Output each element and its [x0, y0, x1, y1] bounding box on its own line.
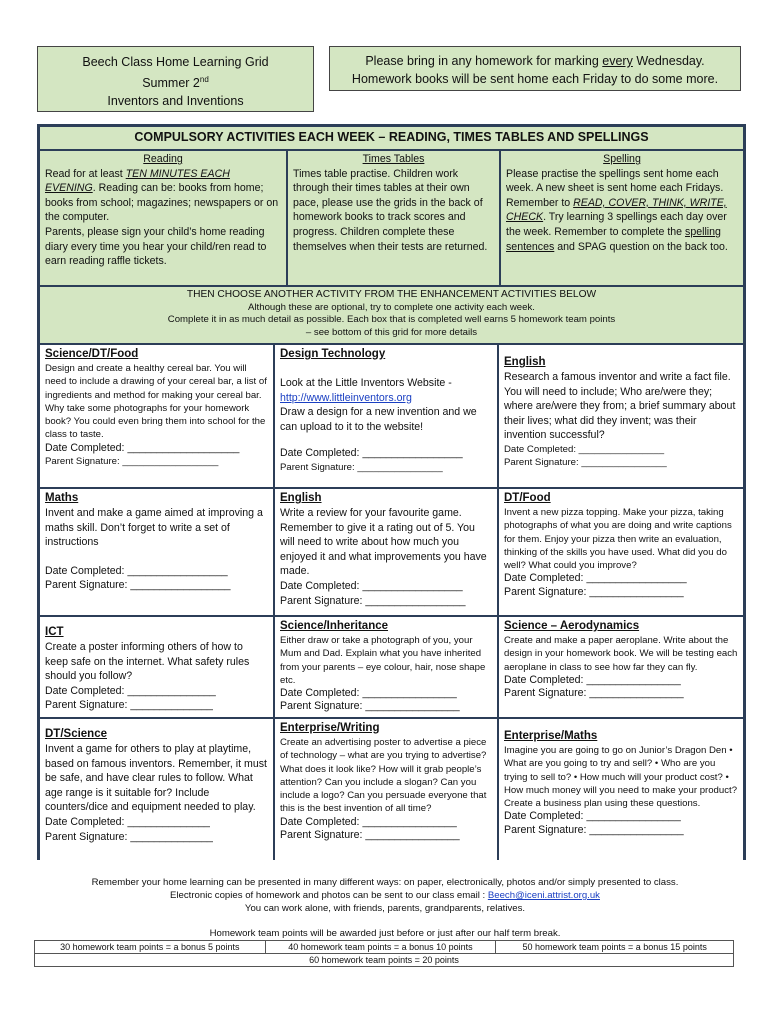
marking-notice: [330, 52, 740, 70]
activity-title: Design Technology: [280, 348, 386, 360]
activity-english-fact-file: [499, 345, 743, 487]
activity-text: Design and create a healthy cereal bar. You will need to include a drawing of your cereal bar, a list of ingredients and method for making your cereal bar. Why take some photographs for your homework book? You could even bring them into school for the class to taste.: [45, 363, 267, 441]
parent-signature: Parent Signature: ________________: [504, 585, 684, 598]
date-completed: Date Completed: ________________: [504, 810, 681, 823]
reading-cell: [40, 151, 286, 285]
work-alone-note: You can work alone, with friends, parents, grandparents, relatives.: [244, 903, 526, 914]
spelling-heading: Spelling: [603, 153, 641, 165]
parent-signature: Parent Signature: ______________: [45, 830, 213, 843]
table-row: [35, 941, 734, 954]
activity-english-review: [275, 489, 497, 615]
marking-notice-every: every: [602, 54, 633, 68]
activity-text: Imagine you are going to go on Junior’s Dragon Den • What are you going to try and sell? • Who are you trying to sell to? • How much will your product cost? • How much money will you need to make your product? Create a business plan using these questions.: [504, 745, 738, 810]
marking-notice-b: Wednesday.: [632, 54, 705, 68]
activity-text: Write a review for your favourite game. Remember to give it a rating out of 5. You will need to write about how much you enjoyed it and what improvements you have made.: [280, 507, 487, 578]
class-email-link[interactable]: Beech@iceni.attrist.org.uk: [487, 890, 600, 901]
date-completed: Date Completed: ______________: [45, 815, 210, 828]
term-text: Summer 2: [142, 76, 200, 91]
activity-title: Science – Aerodynamics: [504, 620, 640, 632]
date-completed: Date Completed: ________________: [504, 443, 665, 455]
spelling-sentences: spelling sentences: [506, 225, 721, 253]
date-completed: Date Completed: ________________: [504, 673, 681, 686]
reading-heading: Reading: [143, 153, 183, 165]
enhancement-intro: [40, 287, 743, 343]
enhancement-line3: Complete it in as much detail as possible. Each box that is completed well earns 5 homework team points: [167, 314, 616, 325]
activity-title: Science/DT/Food: [45, 348, 139, 360]
activity-text: Create a poster informing others of how to keep safe on the internet. What safety rules should you follow?: [45, 641, 250, 683]
points-table: [34, 940, 734, 967]
email-note: [0, 889, 770, 902]
activity-maths: [40, 489, 273, 615]
table-row: [35, 954, 734, 967]
parent-signature: Parent Signature: ________________: [504, 823, 684, 836]
homework-notice-box: [329, 46, 741, 91]
activity-text: Invent a new pizza topping. Make your pizza, taking photographs of what you are doing and write captions for them. Enjoy your pizza then write an evaluation, thinking of the skills you have used. What did you do well? What could you improve?: [504, 507, 732, 572]
parent-signature: Parent Signature: _________________: [280, 594, 466, 607]
date-completed: Date Completed: ________________: [280, 687, 457, 700]
grid-title-box: [37, 46, 314, 112]
activity-text: Invent a game for others to play at playtime, based on famous inventors. Remember, it must be safe, and have clear rules to follow. What age range is it suitable for? Include counters/dice and equipment needed to play.: [45, 743, 267, 814]
points-30: 30 homework team points = a bonus 5 points: [35, 941, 266, 954]
date-completed: Date Completed: ___________________: [45, 441, 240, 454]
presentation-note: Remember your home learning can be presented in many different ways: on paper, electronically, photos and/or simply presented to class.: [91, 877, 679, 888]
enhancement-line2: Although these are optional, try to complete one activity each week.: [248, 301, 535, 313]
date-completed: Date Completed: _________________: [280, 579, 463, 592]
activity-science-inheritance: [275, 617, 497, 717]
enhancement-line4: – see bottom of this grid for more details: [305, 326, 478, 338]
email-note-text: Electronic copies of homework and photos can be sent to our class email :: [170, 890, 486, 901]
points-60: 60 homework team points = 20 points: [35, 954, 734, 967]
spelling-text-a: Please practise the spellings sent home each week. A new sheet is sent home each Fridays. Remember to: [506, 167, 724, 209]
compulsory-title: COMPULSORY ACTIVITIES EACH WEEK – READING, TIMES TABLES AND SPELLINGS: [40, 127, 743, 149]
activity-title: English: [504, 356, 546, 368]
books-notice: Homework books will be sent home each Friday to do some more.: [351, 72, 719, 86]
points-40: 40 homework team points = a bonus 10 points: [265, 941, 496, 954]
parent-signature: Parent Signature: ________________: [504, 687, 684, 700]
date-completed: Date Completed: _________________: [280, 447, 463, 460]
activity-dt-food-pizza: [499, 489, 743, 615]
activity-grid: [37, 124, 746, 860]
date-completed: Date Completed: _______________: [45, 684, 216, 697]
date-completed: Date Completed: ________________: [280, 815, 457, 828]
parent-signature: Parent Signature: __________________: [45, 456, 219, 468]
activity-title: English: [280, 492, 322, 504]
activity-science-aerodynamics: [499, 617, 743, 717]
activity-enterprise-writing: [275, 719, 497, 860]
date-completed: Date Completed: _________________: [504, 572, 687, 585]
times-heading: Times Tables: [362, 153, 425, 165]
activity-text: Either draw or take a photograph of you, your Mum and Dad. Explain what you have inherited from your parents – eye colour, hair, nose shape etc.: [280, 635, 486, 686]
activity-text: Draw a design for a new invention and we can upload to it to the website!: [280, 406, 477, 433]
activity-title: Maths: [45, 492, 79, 504]
parent-signature: Parent Signature: ________________: [280, 461, 443, 473]
parent-signature: Parent Signature: ________________: [280, 700, 460, 713]
activity-science-dt-food: [40, 345, 273, 487]
term-superscript: nd: [199, 75, 209, 84]
spelling-look-say: READ, COVER, THINK, WRITE, CHECK: [506, 196, 727, 224]
reading-text-c: Parents, please sign your child’s home reading diary every time you hear your child/ren read to earn reading raffle tickets.: [45, 225, 267, 268]
date-completed: Date Completed: _________________: [45, 564, 228, 577]
times-tables-cell: [288, 151, 499, 285]
spelling-text-c: and SPAG question on the back too.: [554, 240, 728, 253]
parent-signature: Parent Signature: ________________: [504, 457, 667, 469]
points-50: 50 homework team points = a bonus 15 points: [496, 941, 734, 954]
enhancement-title: THEN CHOOSE ANOTHER ACTIVITY FROM THE ENHANCEMENT ACTIVITIES BELOW: [186, 289, 597, 300]
marking-notice-a: Please bring in any homework for marking: [365, 54, 603, 68]
grid-title: Beech Class Home Learning Grid: [82, 55, 269, 69]
reading-text-a: Read for at least: [45, 167, 126, 180]
activity-text: Invent and make a game aimed at improving a maths skill. Don’t forget to write a set of instructions: [45, 507, 263, 549]
activity-title: Enterprise/Maths: [504, 730, 598, 742]
activity-title: Science/Inheritance: [280, 620, 389, 632]
activity-enterprise-maths: [499, 719, 743, 860]
activity-ict: [40, 617, 273, 717]
activity-text: Create and make a paper aeroplane. Write about the design in your homework book. We will be testing each aeroplane in class to see how far they can fly.: [504, 635, 738, 673]
activity-text: Create an advertising poster to advertise a piece of technology – what are you trying to advertise? What does it look like? How will it grab people’s attention? Can you include a slogan? Can you include a logo? Can you persuade everyone that this is the best invention of all time?: [280, 737, 487, 815]
little-inventors-link[interactable]: http://www.littleinventors.org: [280, 391, 412, 404]
spelling-cell: [501, 151, 743, 285]
reading-ten-minutes: TEN MINUTES EACH EVENING: [45, 167, 230, 195]
spelling-text-b: . Try learning 3 spellings each day over the week. Remember to complete the: [506, 211, 727, 238]
parent-signature: Parent Signature: _________________: [45, 579, 231, 592]
times-text: Times table practise. Children work through their times tables at their own pace, please use the grids in the back of homework books to track scores and progress. Children complete these themselves when their tests are returned.: [293, 167, 488, 253]
activity-title: DT/Food: [504, 492, 551, 504]
parent-signature: Parent Signature: ______________: [45, 699, 213, 712]
points-intro: Homework team points will be awarded just before or just after our half term break.: [209, 928, 561, 939]
activity-text: Research a famous inventor and write a fact file. You will need to include; Who are/were they; where are/were they from; a brief summary about their lives; what did they invent; was their invention successful?: [504, 371, 736, 442]
reading-text-b: . Reading can be: books from home; books from school; magazines; newspapers or on the computer.: [45, 182, 279, 224]
term-label: [38, 71, 313, 92]
topic-label: Inventors and Inventions: [107, 94, 244, 109]
activity-title: Enterprise/Writing: [280, 722, 380, 734]
activity-text: Look at the Little Inventors Website -: [280, 377, 452, 389]
activity-title: DT/Science: [45, 728, 107, 740]
activity-design-technology: [275, 345, 497, 487]
parent-signature: Parent Signature: ________________: [280, 829, 460, 842]
activity-title: ICT: [45, 626, 64, 638]
activity-dt-science: [40, 719, 273, 860]
